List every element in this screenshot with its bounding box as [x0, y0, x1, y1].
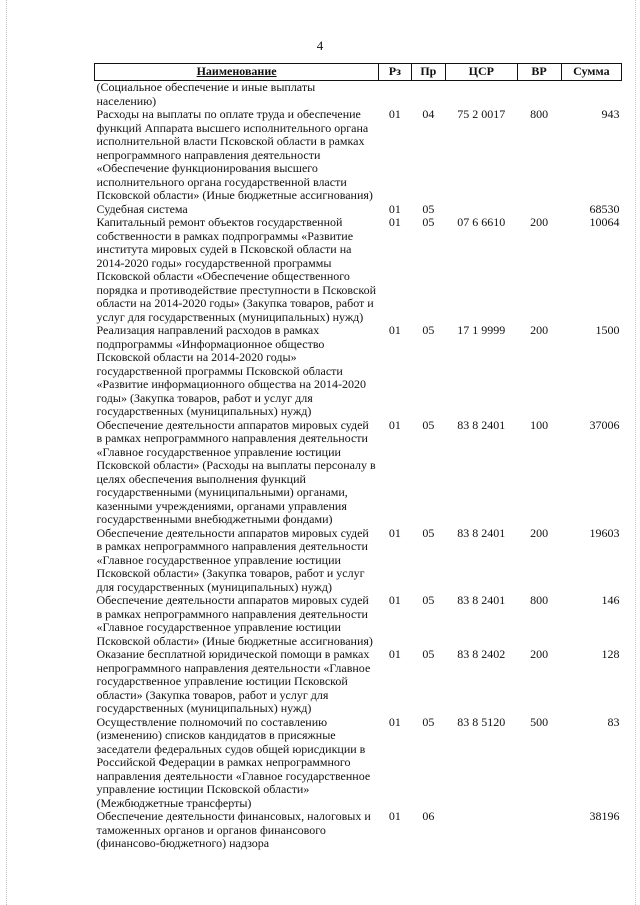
cell-vr: [517, 203, 561, 217]
cell-rz: 01: [388, 201, 401, 216]
cell-sum: 10064: [589, 215, 620, 229]
cell-csr: 75 2 0017: [457, 107, 506, 121]
cell-vr: 800: [530, 107, 549, 121]
header-row: [95, 64, 622, 81]
table-row: [95, 419, 622, 527]
cell-name: Осуществление полномочий по составлению (изменению) списков кандидатов в присяжные заседатели федеральных судов общей юрисдикции в Российской Федерации в рамках непрограммного направления деятельности «Главное государственное управление юстиции Псковской области» (Межбюджетные трансферты): [96, 714, 371, 810]
cell-rz: 01: [388, 417, 401, 432]
page-edge-left: [6, 0, 8, 905]
cell-vr: 800: [530, 593, 549, 607]
header-name: Наименование: [95, 64, 379, 81]
cell-sum: 146: [601, 593, 620, 607]
table-row: [95, 810, 622, 851]
cell-name: Оказание бесплатной юридической помощи в рамках непрограммного направления деятельности «Главное государственное управление юстиции Псковской области» (Закупка товаров, работ и услуг для государственных (муниципальных) нужд): [96, 647, 371, 715]
cell-rz: 01: [388, 714, 401, 729]
cell-name: Обеспечение деятельности аппаратов мировых судей в рамках непрограммного направления деятельности «Главное государственное управление юстиции Псковской области» (Иные бюджетные ассигнования): [96, 593, 373, 648]
cell-vr: 500: [530, 714, 549, 729]
cell-pr: 05: [422, 714, 435, 729]
table-row: [95, 324, 622, 419]
cell-rz: 01: [388, 525, 401, 540]
cell-name: Реализация направлений расходов в рамках подпрограммы «Информационное общество Псковской области на 2014-2020 годы» государственной программы Псковской области «Развитие информационного общества на 2014-2020 годы» (Закупка товаров, работ и услуг для государственных (муниципальных) нужд): [96, 323, 367, 418]
cell-sum: 1500: [595, 323, 620, 337]
cell-sum: 37006: [589, 417, 620, 432]
page-number: 4: [316, 38, 324, 53]
cell-name: Обеспечение деятельности аппаратов мировых судей в рамках непрограммного направления деятельности «Главное государственное управление юстиции Псковской области» (Расходы на выплаты персоналу в целях обеспечения выполнения функций государственными (муниципальными) органами, казенными учреждениями, органами управления государственными внебюджетными фондами): [96, 417, 376, 526]
cell-vr: [517, 81, 561, 109]
cell-csr: 17 1 9999: [457, 323, 506, 337]
cell-vr: [517, 810, 561, 851]
cell-sum: 68530: [589, 201, 620, 216]
page-edge-right: [635, 0, 637, 905]
cell-pr: 05: [422, 647, 435, 661]
header-vr: ВР: [517, 64, 561, 81]
cell-csr: 83 8 2401: [457, 525, 506, 540]
cell-vr: 200: [530, 215, 549, 229]
cell-pr: 05: [422, 417, 435, 432]
table-body: [95, 81, 622, 851]
cell-rz: 01: [388, 809, 401, 823]
cell-csr: 83 8 2402: [457, 647, 506, 661]
cell-vr: 200: [530, 525, 549, 540]
cell-vr: 100: [530, 417, 549, 432]
cell-pr: 05: [422, 201, 435, 216]
cell-name: Расходы на выплаты по оплате труда и обеспечение функций Аппарата высшего исполнительного органа исполнительной власти Псковской области в рамках непрограммного направления деятельности «Обеспечение функционирования высшего исполнительного органа государственной власти Псковской области» (Иные бюджетные ассигнования): [96, 107, 373, 202]
table-row: [95, 594, 622, 648]
budget-table: [94, 63, 622, 851]
table-row: [95, 648, 622, 716]
cell-rz: 01: [388, 593, 401, 607]
table-row: [95, 527, 622, 595]
cell-sum: 83: [607, 714, 620, 729]
header-rz: Рз: [379, 64, 411, 81]
cell-rz: [379, 81, 411, 109]
cell-name: Обеспечение деятельности финансовых, налоговых и таможенных органов и органов финансового (финансово-бюджетного) надзора: [96, 809, 371, 850]
cell-pr: 05: [422, 323, 435, 337]
cell-vr: 200: [530, 323, 549, 337]
cell-sum: 128: [601, 647, 620, 661]
cell-pr: 05: [422, 525, 435, 540]
cell-pr: 05: [422, 215, 435, 229]
cell-name: Судебная система: [96, 201, 188, 216]
table-row: [95, 203, 622, 217]
cell-pr: 05: [422, 593, 435, 607]
cell-pr: 04: [422, 107, 435, 121]
cell-pr: [411, 81, 445, 109]
cell-rz: 01: [388, 323, 401, 337]
cell-sum: 38196: [589, 809, 620, 823]
table-row: [95, 216, 622, 324]
cell-pr: 06: [422, 809, 435, 823]
cell-csr: [446, 81, 517, 109]
cell-rz: 01: [388, 647, 401, 661]
cell-sum: [561, 81, 621, 109]
header-pr: Пр: [411, 64, 445, 81]
cell-csr: [446, 203, 517, 217]
table-row: [95, 108, 622, 203]
header-sum: Сумма: [561, 64, 621, 81]
cell-name: (Социальное обеспечение и иные выплаты населению): [96, 80, 316, 108]
table-row: [95, 81, 622, 109]
cell-csr: 83 8 2401: [457, 417, 506, 432]
table-row: [95, 716, 622, 811]
cell-sum: 943: [601, 107, 620, 121]
cell-csr: 83 8 2401: [457, 593, 506, 607]
cell-rz: 01: [388, 215, 401, 229]
cell-rz: 01: [388, 107, 401, 121]
cell-csr: 07 6 6610: [457, 215, 506, 229]
cell-vr: 200: [530, 647, 549, 661]
table-header: [95, 64, 622, 81]
cell-sum: 19603: [589, 525, 620, 540]
cell-csr: [446, 810, 517, 851]
header-csr: ЦСР: [446, 64, 517, 81]
cell-csr: 83 8 5120: [457, 714, 506, 729]
cell-name: Капитальный ремонт объектов государственной собственности в рамках подпрограммы «Развитие института мировых судей в Псковской области на 2014-2020 годы» государственной программы Псковской области «Обеспечение общественного порядка и противодействие преступности в Псковской области на 2014-2020 годы» (Закупка товаров, работ и услуг для государственных (муниципальных) нужд): [96, 215, 376, 324]
cell-name: Обеспечение деятельности аппаратов мировых судей в рамках непрограммного направления деятельности «Главное государственное управление юстиции Псковской области» (Закупка товаров, работ и услуг для государственных (муниципальных) нужд): [96, 525, 369, 594]
